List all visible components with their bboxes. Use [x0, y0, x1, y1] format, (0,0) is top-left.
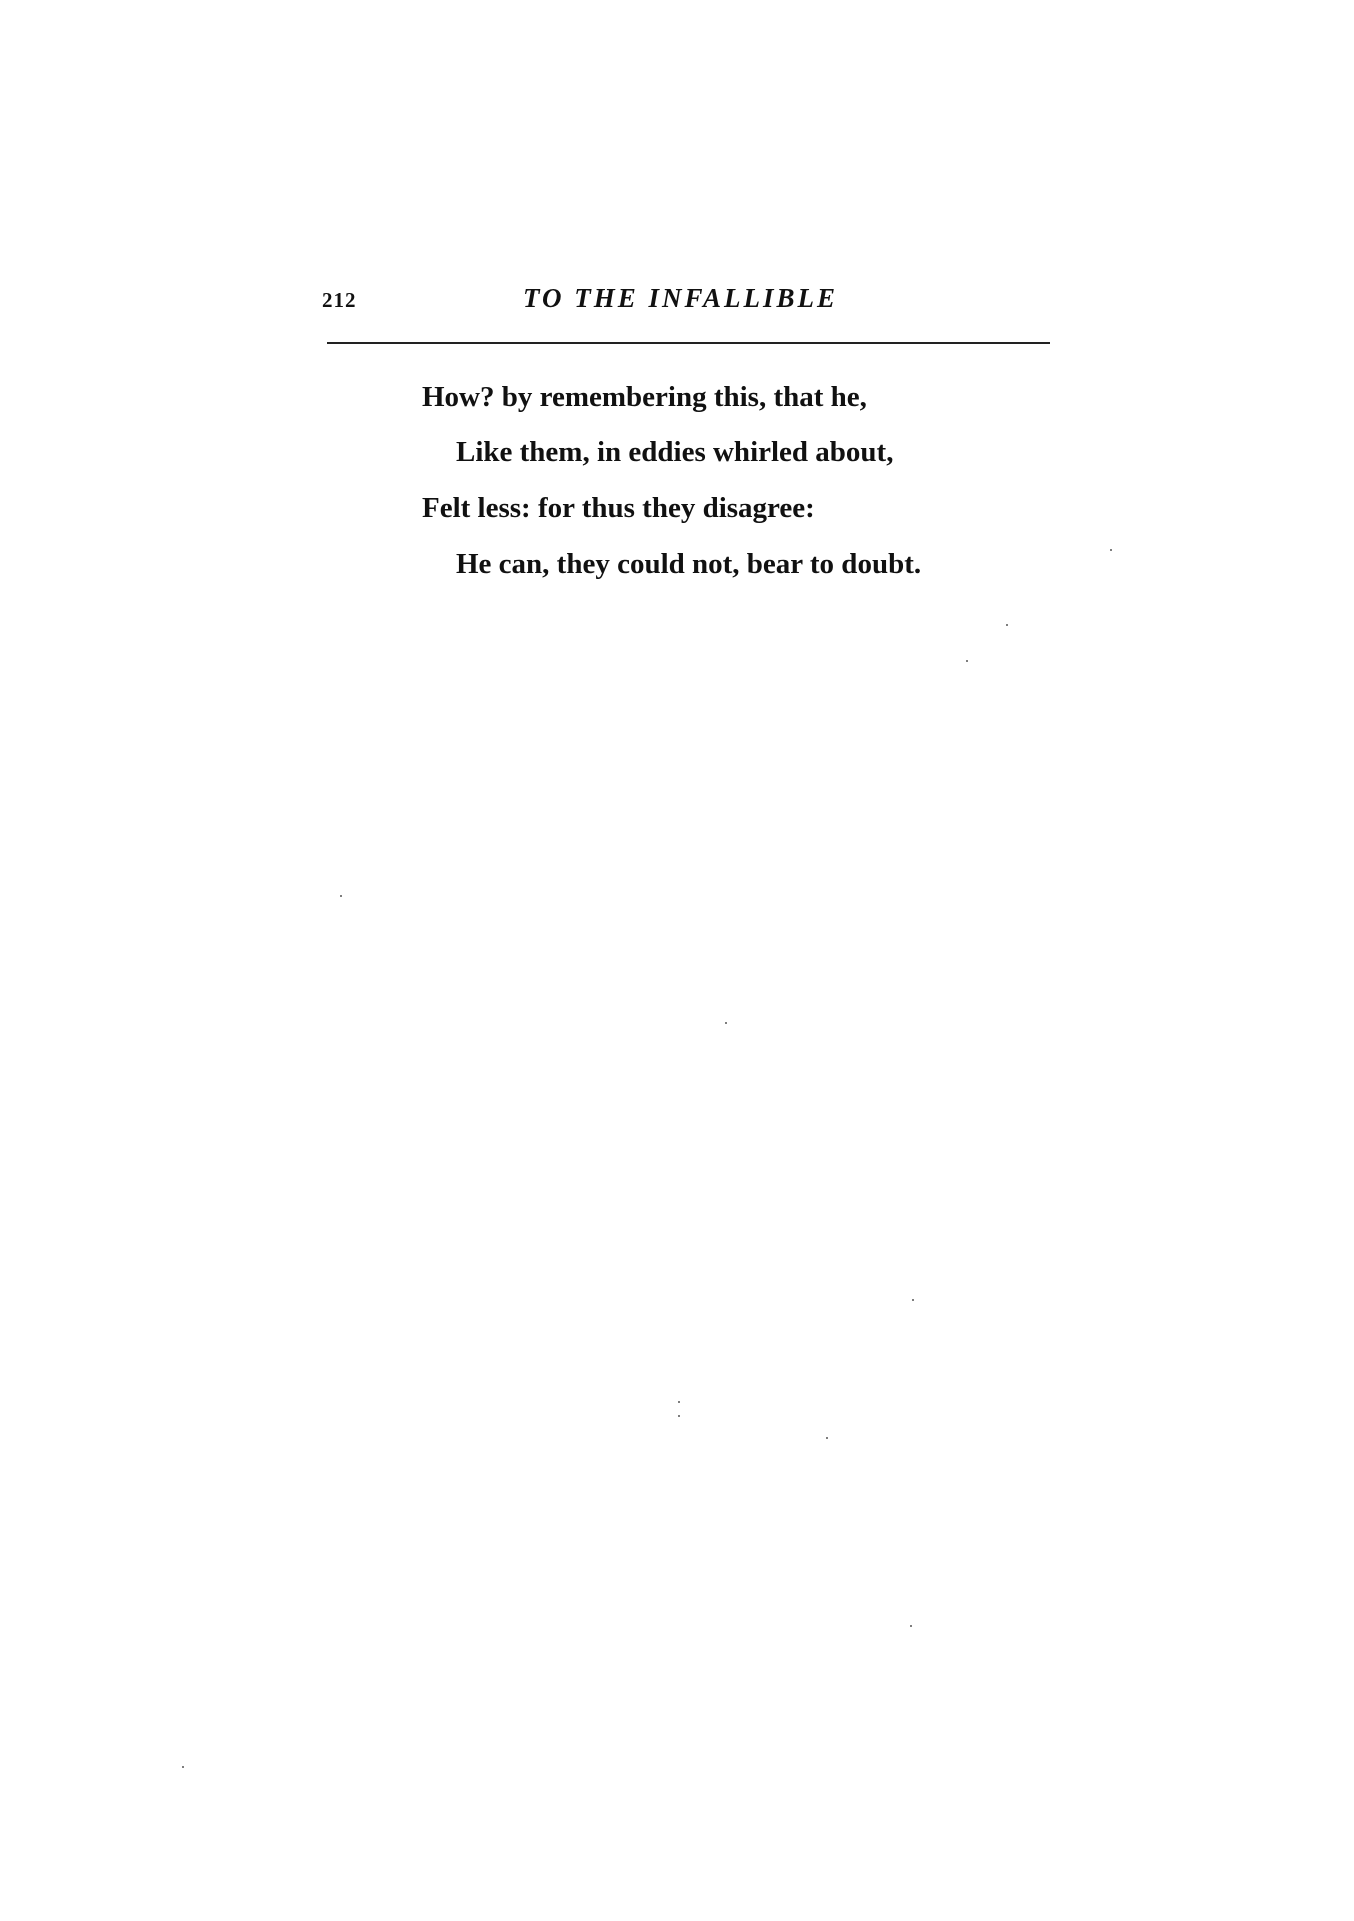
scan-speck [1110, 549, 1112, 551]
poem-line: How? by remembering this, that he, [422, 381, 867, 413]
poem-line: Felt less: for thus they disagree: [422, 492, 815, 524]
poem-line: He can, they could not, bear to doubt. [456, 548, 922, 580]
scan-speck [966, 660, 968, 662]
poem-line: Like them, in eddies whirled about, [456, 436, 894, 468]
header-rule [327, 342, 1050, 344]
scan-speck [912, 1299, 914, 1301]
scan-speck [340, 895, 342, 897]
scan-speck [678, 1415, 680, 1417]
scan-speck [826, 1437, 828, 1439]
scan-speck [725, 1022, 727, 1024]
page-number: 212 [322, 288, 357, 312]
scan-speck [910, 1625, 912, 1627]
scan-speck [678, 1401, 680, 1403]
scan-speck [182, 1766, 184, 1768]
scan-speck [1006, 624, 1008, 626]
running-title: TO THE INFALLIBLE [523, 283, 839, 313]
